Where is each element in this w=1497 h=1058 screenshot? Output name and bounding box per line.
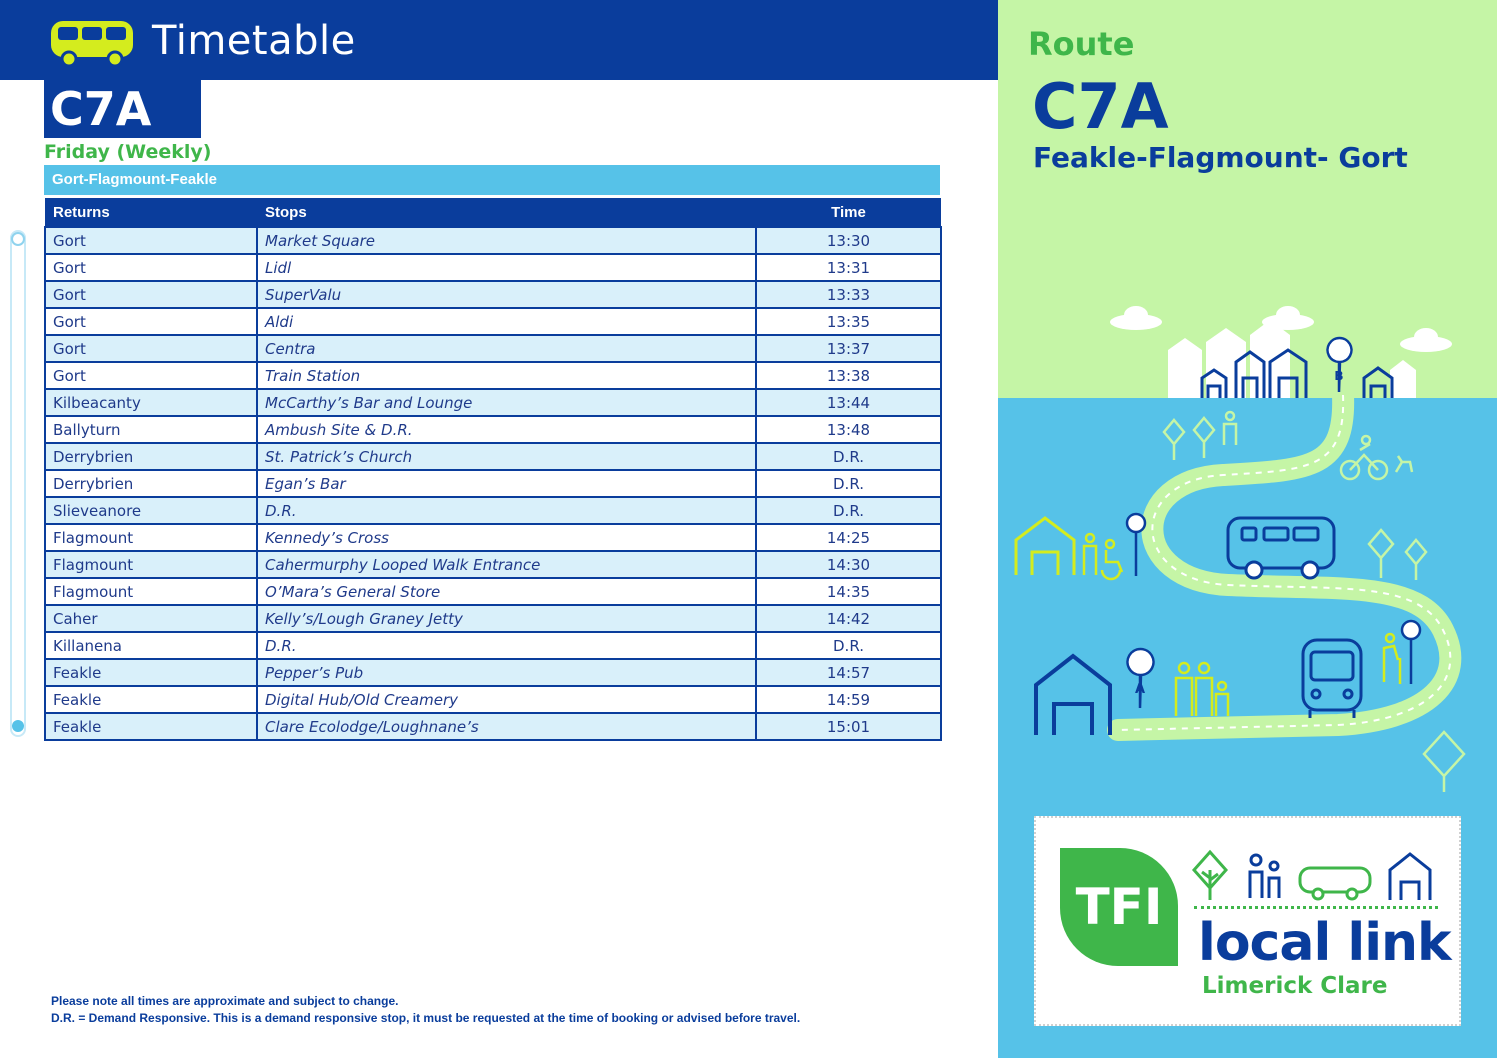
stop-cell: D.R.	[257, 497, 756, 524]
logo-icon-strip	[1188, 848, 1440, 904]
returns-cell: Killanena	[45, 632, 257, 659]
logo-divider	[1194, 906, 1438, 909]
stop-cell: Egan’s Bar	[257, 470, 756, 497]
returns-cell: Gort	[45, 362, 257, 389]
stop-cell: Cahermurphy Looped Walk Entrance	[257, 551, 756, 578]
bus-logo-icon	[1300, 868, 1370, 899]
stop-cell: Market Square	[257, 227, 756, 254]
time-cell: 14:35	[756, 578, 941, 605]
stop-marker-a-label: A	[1134, 682, 1146, 697]
returns-cell: Feakle	[45, 686, 257, 713]
returns-cell: Gort	[45, 281, 257, 308]
time-cell: D.R.	[756, 497, 941, 524]
table-row	[45, 308, 941, 335]
table-row	[45, 659, 941, 686]
table-row	[45, 443, 941, 470]
header-bar	[0, 0, 998, 80]
stop-cell: Kelly’s/Lough Graney Jetty	[257, 605, 756, 632]
time-cell: D.R.	[756, 443, 941, 470]
column-header-returns: Returns	[45, 198, 257, 227]
stop-cell: O’Mara’s General Store	[257, 578, 756, 605]
time-cell: D.R.	[756, 470, 941, 497]
side-route-label: Route	[1028, 25, 1135, 63]
table-row	[45, 713, 941, 740]
stop-cell: St. Patrick’s Church	[257, 443, 756, 470]
stop-cell: Digital Hub/Old Creamery	[257, 686, 756, 713]
cyclist-icon	[1341, 436, 1412, 479]
time-cell: 13:37	[756, 335, 941, 362]
returns-cell: Slieveanore	[45, 497, 257, 524]
stop-marker-b-icon	[1328, 338, 1352, 392]
bus-icon	[48, 18, 136, 68]
returns-cell: Gort	[45, 227, 257, 254]
time-cell: 13:48	[756, 416, 941, 443]
returns-cell: Flagmount	[45, 551, 257, 578]
timetable	[44, 198, 942, 741]
table-row	[45, 578, 941, 605]
returns-cell: Ballyturn	[45, 416, 257, 443]
pedestrian-icon	[1224, 412, 1236, 445]
house-icon	[1016, 518, 1074, 575]
family-icon	[1176, 663, 1228, 716]
column-header-stops: Stops	[257, 198, 756, 227]
route-illustration	[998, 300, 1497, 800]
stop-cell: McCarthy’s Bar and Lounge	[257, 389, 756, 416]
returns-cell: Gort	[45, 335, 257, 362]
table-row	[45, 335, 941, 362]
tfi-badge	[1060, 848, 1178, 966]
time-cell: 13:33	[756, 281, 941, 308]
stop-cell: Lidl	[257, 254, 756, 281]
logo-region: Limerick Clare	[1202, 973, 1388, 999]
table-row	[45, 254, 941, 281]
stop-cell: Ambush Site & D.R.	[257, 416, 756, 443]
footer-notes	[51, 993, 800, 1027]
local-link-wordmark: local link	[1198, 913, 1451, 973]
returns-cell: Gort	[45, 254, 257, 281]
direction-bar: Gort-Flagmount-Feakle	[44, 165, 940, 195]
time-cell: 14:25	[756, 524, 941, 551]
table-row	[45, 281, 941, 308]
stop-cell: Train Station	[257, 362, 756, 389]
house-large-icon	[1036, 656, 1110, 735]
table-row	[45, 686, 941, 713]
stop-marker-b-label: B	[1334, 369, 1344, 383]
time-cell: 13:35	[756, 308, 941, 335]
house-logo-icon	[1390, 854, 1430, 900]
time-cell: 13:44	[756, 389, 941, 416]
stop-cell: Centra	[257, 335, 756, 362]
time-cell: 14:57	[756, 659, 941, 686]
time-cell: 13:30	[756, 227, 941, 254]
side-route-name: Feakle-Flagmount- Gort	[1033, 141, 1408, 174]
stop-cell: Clare Ecolodge/Loughnane’s	[257, 713, 756, 740]
table-row	[45, 416, 941, 443]
column-header-time: Time	[756, 198, 941, 227]
bus-side-icon	[1228, 518, 1334, 578]
route-code-badge: C7A	[44, 80, 201, 138]
table-row	[45, 497, 941, 524]
time-cell: D.R.	[756, 632, 941, 659]
note-demand-responsive: D.R. = Demand Responsive. This is a demand responsive stop, it must be requested at the time of booking or advised before travel.	[51, 1011, 801, 1025]
local-link-logo-card	[1034, 816, 1461, 1026]
returns-cell: Feakle	[45, 713, 257, 740]
table-row	[45, 470, 941, 497]
stop-cell: SuperValu	[257, 281, 756, 308]
bus-front-icon	[1303, 640, 1361, 718]
returns-cell: Kilbeacanty	[45, 389, 257, 416]
stop-marker-a-icon	[1128, 649, 1154, 708]
returns-cell: Feakle	[45, 659, 257, 686]
table-row	[45, 524, 941, 551]
stop-cell: Kennedy’s Cross	[257, 524, 756, 551]
tree-logo-icon	[1194, 852, 1226, 900]
returns-cell: Derrybrien	[45, 443, 257, 470]
elderly-person-icon	[1384, 634, 1400, 684]
table-row	[45, 227, 941, 254]
side-route-code: C7A	[1032, 70, 1169, 143]
people-icon	[1084, 534, 1122, 579]
time-cell: 13:31	[756, 254, 941, 281]
route-progress-line	[9, 229, 27, 738]
table-header-row	[45, 198, 941, 227]
service-day-label: Friday (Weekly)	[44, 141, 212, 163]
stop-cell: Pepper’s Pub	[257, 659, 756, 686]
note-approximate-times: Please note all times are approximate and subject to change.	[51, 994, 399, 1008]
returns-cell: Derrybrien	[45, 470, 257, 497]
time-cell: 13:38	[756, 362, 941, 389]
page-title: Timetable	[152, 18, 356, 64]
stop-cell: D.R.	[257, 632, 756, 659]
time-cell: 15:01	[756, 713, 941, 740]
table-row	[45, 389, 941, 416]
tfi-badge-text: TFI	[1075, 878, 1163, 936]
returns-cell: Flagmount	[45, 578, 257, 605]
stop-cell: Aldi	[257, 308, 756, 335]
time-cell: 14:30	[756, 551, 941, 578]
returns-cell: Caher	[45, 605, 257, 632]
table-row	[45, 551, 941, 578]
table-row	[45, 605, 941, 632]
time-cell: 14:42	[756, 605, 941, 632]
returns-cell: Flagmount	[45, 524, 257, 551]
table-row	[45, 362, 941, 389]
returns-cell: Gort	[45, 308, 257, 335]
people-logo-icon	[1250, 855, 1279, 898]
table-row	[45, 632, 941, 659]
skyline-houses-icon	[1168, 320, 1416, 398]
time-cell: 14:59	[756, 686, 941, 713]
